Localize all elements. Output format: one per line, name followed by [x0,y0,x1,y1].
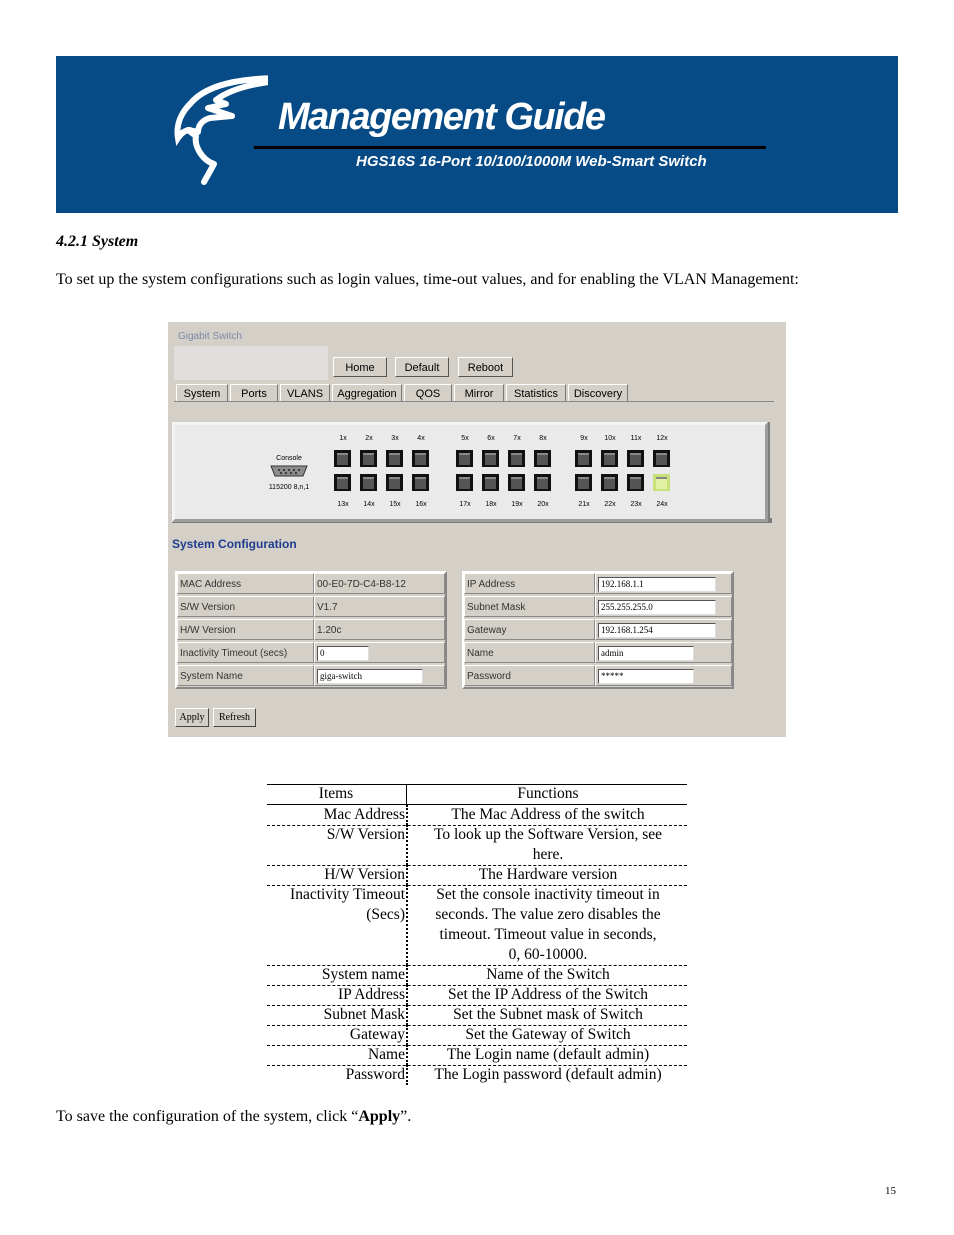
column-divider [406,965,408,985]
port-label: 5x [461,435,469,442]
port-label: 24x [656,501,668,508]
tab-vlans[interactable]: VLANS [280,384,330,402]
config-label: MAC Address [177,573,314,594]
apply-button[interactable]: Apply [175,708,209,727]
column-divider [406,865,408,885]
row-item-line: H/W Version [324,866,405,883]
console-connector-icon [269,464,309,478]
row-item [267,885,405,925]
rj45-port-icon[interactable] [532,472,553,493]
rj45-port-icon[interactable] [599,448,620,469]
table-row [267,1005,687,1025]
port-jack [337,477,348,489]
section-heading: 4.2.1 System [56,233,139,250]
rj45-port-icon[interactable] [358,448,379,469]
row-function [409,1045,687,1065]
table-row [267,1045,687,1065]
rj45-port-icon[interactable] [454,472,475,493]
config-row [464,665,732,687]
row-item-line: Inactivity Timeout [290,886,405,903]
rj45-port-icon[interactable] [599,472,620,493]
row-item-line: Gateway [349,1026,405,1043]
switch-ui-screenshot [168,322,786,737]
config-input[interactable]: giga-switch [317,669,423,684]
console-baud: 115200 8,n,1 [268,484,310,491]
console-port [264,455,314,491]
config-label: System Name [177,665,314,686]
rj45-port-icon[interactable] [573,448,594,469]
row-function-line: The Login password (default admin) [434,1066,662,1083]
port-jack [415,477,426,489]
config-input[interactable]: 192.168.1.254 [598,623,716,638]
port-jack [630,453,641,465]
rj45-port-icon[interactable] [384,448,405,469]
port-label: 16x [415,501,427,508]
table-row [267,885,687,965]
config-value-cell [595,573,732,594]
port-jack [656,453,667,465]
row-item-line: S/W Version [326,826,405,843]
column-divider [406,1025,408,1045]
rj45-port-icon[interactable] [454,448,475,469]
table-row [267,985,687,1005]
config-row [177,573,445,595]
tab-aggregation[interactable]: Aggregation [332,384,402,402]
config-label: Name [464,642,595,663]
row-function-line: here. [532,846,564,863]
port-jack [511,453,522,465]
port-label: 7x [513,435,521,442]
config-value-cell [595,619,732,640]
port-label: 12x [656,435,668,442]
row-function-line: Set the Subnet mask of Switch [453,1006,643,1023]
port-jack [537,477,548,489]
port-jack [578,477,589,489]
config-value-cell: 00-E0-7D-C4-B8-12 [314,573,445,594]
rj45-port-icon[interactable] [532,448,553,469]
rj45-port-icon[interactable] [410,472,431,493]
tab-divider [174,401,774,402]
port-jack [604,453,615,465]
row-function-line: seconds. The value zero disables the [435,906,661,923]
rj45-port-icon[interactable] [625,472,646,493]
tab-system[interactable]: System [176,384,228,402]
port-label: 14x [363,501,375,508]
port-label: 23x [630,501,642,508]
banner-title: Management Guide [278,96,605,138]
right-config-table [462,571,734,689]
port-label: 13x [337,501,349,508]
rj45-port-icon[interactable] [506,472,527,493]
row-item-line: (Secs) [366,906,405,923]
row-item [267,865,405,885]
port-jack [389,477,400,489]
row-function [409,1065,687,1085]
row-function-line: To look up the Software Version, see [433,826,663,843]
config-value-cell [314,642,445,663]
row-function [409,1025,687,1045]
system-configuration-title: System Configuration [172,537,297,551]
rj45-port-icon[interactable] [410,448,431,469]
config-row [464,596,732,618]
rj45-port-icon[interactable] [480,448,501,469]
config-input[interactable]: admin [598,646,694,661]
row-function-line: Set the Gateway of Switch [465,1026,631,1043]
config-row [177,596,445,618]
header-banner [56,56,898,213]
rj45-port-icon[interactable] [625,448,646,469]
port-label: 8x [539,435,547,442]
config-row [464,642,732,664]
table-row [267,825,687,865]
page-number: 15 [885,1185,896,1197]
header-items: Items [318,785,354,802]
table-row [267,865,687,885]
header-functions: Functions [517,785,579,802]
row-function [409,825,687,865]
config-row [464,619,732,641]
banner-rule [254,146,766,149]
config-label: Inactivity Timeout (secs) [177,642,314,663]
row-function-line: Set the console inactivity timeout in [436,886,660,903]
row-item [267,825,405,845]
table-row [267,805,687,825]
config-value-cell [595,642,732,663]
row-item-line: Name [367,1046,405,1063]
port-label: 3x [391,435,399,442]
port-label: 11x [630,435,642,442]
port-jack [337,453,348,465]
config-value-cell: V1.7 [314,596,445,617]
config-value-cell [314,665,445,686]
left-config-table [175,571,447,689]
config-input[interactable]: ***** [598,669,694,684]
table-row [267,1025,687,1045]
row-item [267,1065,405,1085]
rj45-port-icon[interactable] [480,472,501,493]
config-row [177,665,445,687]
port-jack [485,453,496,465]
reboot-button[interactable]: Reboot [458,357,513,377]
port-label: 10x [604,435,616,442]
port-label: 15x [389,501,401,508]
port-jack [459,477,470,489]
port-label: 18x [485,501,497,508]
rj45-port-icon[interactable] [384,472,405,493]
row-function-line: The Mac Address of the switch [451,806,645,823]
config-label: Gateway [464,619,595,640]
port-jack [459,453,470,465]
table-row [267,965,687,985]
port-jack [656,477,667,489]
row-function-line: 0, 60-10000. [508,946,588,963]
rj45-port-icon[interactable] [651,472,672,493]
row-item-line: System name [321,966,405,983]
port-label: 1x [339,435,347,442]
brand-label: Gigabit Switch [178,331,242,342]
port-label: 4x [417,435,425,442]
row-item [267,1005,405,1025]
save-instruction: To save the configuration of the system, click “Apply”. [56,1108,412,1125]
console-label: Console [276,455,302,462]
apply-emphasis: Apply [358,1108,401,1125]
rj45-port-icon[interactable] [573,472,594,493]
rj45-port-icon[interactable] [358,472,379,493]
tab-ports[interactable]: Ports [230,384,278,402]
config-label: H/W Version [177,619,314,640]
port-label: 22x [604,501,616,508]
row-function-line: timeout. Timeout value in seconds, [439,926,657,943]
port-jack [485,477,496,489]
port-jack [630,477,641,489]
column-divider [406,985,408,1005]
row-function-line: Set the IP Address of the Switch [447,986,649,1003]
config-row [177,642,445,664]
port-label: 6x [487,435,495,442]
port-label: 21x [578,501,590,508]
banner-subtitle: HGS16S 16-Port 10/100/1000M Web-Smart Switch [356,153,707,170]
row-function [409,985,687,1005]
refresh-button[interactable]: Refresh [213,708,256,727]
tab-qos[interactable]: QOS [404,384,452,402]
table-header [267,784,687,804]
row-item [267,965,405,985]
tab-mirror[interactable]: Mirror [454,384,504,402]
row-item-line: Mac Address [323,806,405,823]
column-divider [406,885,408,965]
row-function [409,965,687,985]
port-jack [363,477,374,489]
row-function-line: The Login name (default admin) [446,1046,650,1063]
config-label: S/W Version [177,596,314,617]
port-label: 19x [511,501,523,508]
row-item [267,805,405,825]
port-label: 2x [365,435,373,442]
config-label: IP Address [464,573,595,594]
row-function [409,1005,687,1025]
row-item [267,985,405,1005]
row-function [409,805,687,825]
rj45-port-icon[interactable] [506,448,527,469]
port-jack [604,477,615,489]
config-row [464,573,732,595]
port-jack [578,453,589,465]
row-item-line: Subnet Mask [323,1006,405,1023]
port-jack [415,453,426,465]
column-divider [406,1045,408,1065]
port-label: 17x [459,501,471,508]
port-jack [363,453,374,465]
config-input[interactable]: 0 [317,646,369,661]
row-item [267,1025,405,1045]
row-item [267,1045,405,1065]
port-jack [511,477,522,489]
row-function-line: Name of the Switch [486,966,610,983]
port-jack [537,453,548,465]
header-divider [406,784,407,804]
row-item-line: Password [345,1066,405,1083]
config-input[interactable]: 255.255.255.0 [598,600,716,615]
column-divider [406,1065,408,1085]
default-button[interactable]: Default [395,357,449,377]
column-divider [406,805,408,825]
config-label: Password [464,665,595,686]
rj45-port-icon[interactable] [651,448,672,469]
rj45-port-icon[interactable] [332,448,353,469]
home-button[interactable]: Home [333,357,387,377]
port-label: 9x [580,435,588,442]
table-row [267,1065,687,1085]
port-label: 20x [537,501,549,508]
row-function-line: The Hardware version [478,866,618,883]
column-divider [406,1005,408,1025]
config-row [177,619,445,641]
row-function [409,865,687,885]
brand-box [174,346,328,380]
tab-statistics[interactable]: Statistics [506,384,566,402]
row-function [409,885,687,965]
column-divider [406,825,408,865]
rj45-port-icon[interactable] [332,472,353,493]
tab-discovery[interactable]: Discovery [568,384,628,402]
config-value-cell [595,596,732,617]
intro-paragraph: To set up the system configurations such as login values, time-out values, and for enabling the VLAN Management: [56,271,799,288]
eagle-logo-icon [168,74,268,189]
config-value-cell [595,665,732,686]
config-input[interactable]: 192.168.1.1 [598,577,716,592]
config-label: Subnet Mask [464,596,595,617]
port-jack [389,453,400,465]
row-item-line: IP Address [337,986,405,1003]
config-value-cell: 1.20c [314,619,445,640]
